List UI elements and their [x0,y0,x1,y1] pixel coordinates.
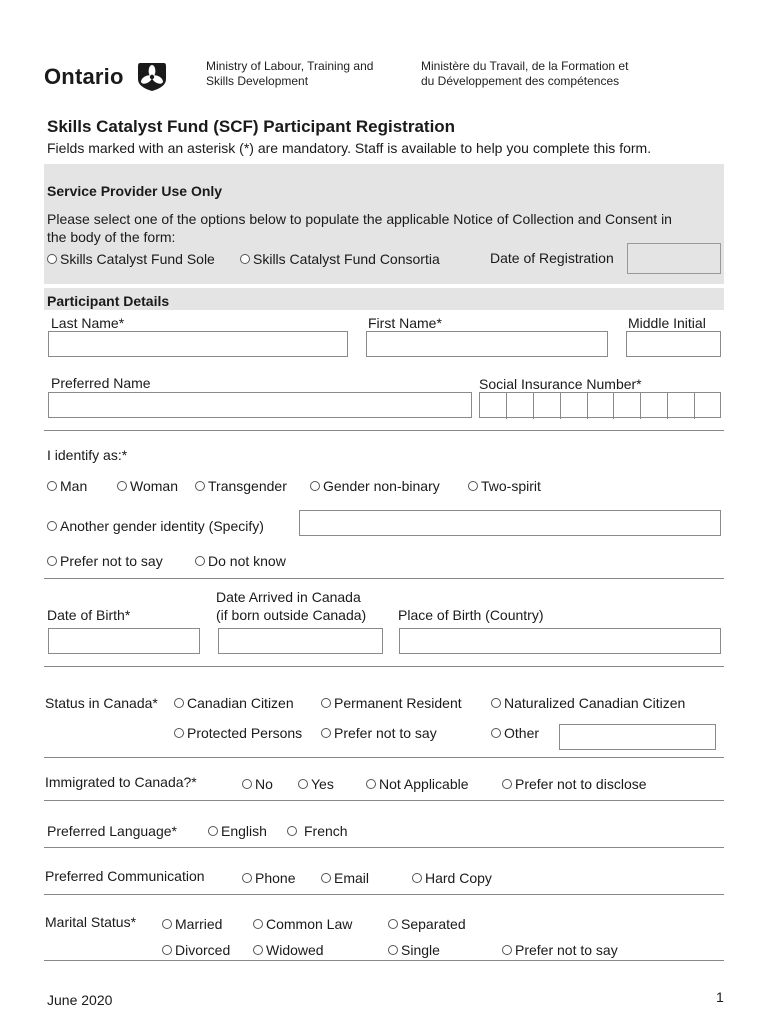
radio-circle-icon [47,254,57,264]
divider [44,578,724,579]
radio-immigrated-na-label: Not Applicable [379,776,469,792]
radio-marital-prefer-not-label: Prefer not to say [515,942,618,958]
ontario-logo-text: Ontario [44,64,124,89]
radio-circle-icon [253,945,263,955]
form-title: Skills Catalyst Fund (SCF) Participant Registration [47,117,456,136]
form-subtitle: Fields marked with an asterisk (*) are mandatory. Staff is available to help you complete this form. [47,140,652,156]
radio-circle-icon [321,873,331,883]
radio-marital-prefer-not[interactable] [502,942,618,958]
radio-scf-sole-label: Skills Catalyst Fund Sole [60,251,215,267]
radio-circle-icon [388,919,398,929]
radio-gender-two-spirit-label: Two-spirit [481,478,541,494]
first-name-label: First Name* [368,315,442,331]
date-of-registration-field[interactable] [627,243,721,274]
radio-scf-consortia-label: Skills Catalyst Fund Consortia [253,251,440,267]
radio-gender-prefer-not-label: Prefer not to say [60,553,163,569]
radio-circle-icon [174,728,184,738]
sin-digit-box [507,393,534,419]
service-provider-instructions-1: Please select one of the options below to populate the applicable Notice of Collection and Consent in [47,211,672,227]
radio-marital-single[interactable] [388,942,440,958]
radio-circle-icon [287,826,297,836]
divider [44,960,724,961]
radio-gender-non-binary-label: Gender non-binary [323,478,440,494]
radio-status-protected[interactable] [174,725,302,741]
divider [44,666,724,667]
radio-scf-consortia[interactable] [240,251,440,267]
radio-circle-icon [321,698,331,708]
radio-gender-transgender-label: Transgender [208,478,287,494]
radio-gender-do-not-know-label: Do not know [208,553,286,569]
sin-digit-box [668,393,695,419]
status-other-input[interactable] [559,724,716,750]
radio-circle-icon [388,945,398,955]
radio-gender-prefer-not[interactable] [47,553,163,569]
date-of-birth-input[interactable] [48,628,200,654]
radio-language-english[interactable] [208,823,267,839]
sin-digit-box [480,393,507,419]
radio-circle-icon [468,481,478,491]
marital-label: Marital Status* [45,914,137,930]
radio-circle-icon [298,779,308,789]
radio-marital-married[interactable] [162,916,222,932]
gender-label: I identify as:* [47,447,128,463]
radio-status-protected-label: Protected Persons [187,725,303,741]
communication-label: Preferred Communication [45,868,205,884]
divider [44,430,724,431]
sin-digit-box [641,393,668,419]
radio-circle-icon [502,779,512,789]
radio-circle-icon [47,556,57,566]
radio-circle-icon [253,919,263,929]
radio-gender-man-label: Man [60,478,88,494]
radio-immigrated-no[interactable] [242,776,273,792]
radio-circle-icon [240,254,250,264]
divider [44,757,724,758]
radio-circle-icon [412,873,422,883]
radio-circle-icon [310,481,320,491]
footer-date: June 2020 [47,992,113,1008]
middle-initial-label: Middle Initial [628,315,706,331]
radio-status-other-label: Other [504,725,540,741]
radio-circle-icon [47,481,57,491]
radio-gender-man[interactable] [47,478,87,494]
radio-communication-hard-copy-label: Hard Copy [425,870,492,886]
radio-gender-do-not-know[interactable] [195,553,286,569]
radio-immigrated-yes-label: Yes [311,776,334,792]
radio-circle-icon [195,556,205,566]
ministry-name-french [421,59,628,89]
radio-gender-woman[interactable] [117,478,178,494]
radio-status-permanent-label: Permanent Resident [334,695,462,711]
radio-gender-non-binary[interactable] [310,478,440,494]
gender-specify-input[interactable] [299,510,721,536]
radio-status-citizen[interactable] [174,695,294,711]
ministry-name-english [206,59,373,89]
radio-status-permanent[interactable] [321,695,462,711]
preferred-name-label: Preferred Name [51,375,151,391]
radio-circle-icon [321,728,331,738]
radio-gender-two-spirit[interactable] [468,478,541,494]
radio-marital-married-label: Married [175,916,223,932]
radio-circle-icon [366,779,376,789]
radio-circle-icon [491,728,501,738]
middle-initial-input[interactable] [626,331,721,357]
radio-communication-email-label: Email [334,870,370,886]
radio-circle-icon [491,698,501,708]
radio-marital-separated[interactable] [388,916,466,932]
immigrated-label: Immigrated to Canada?* [45,774,197,790]
radio-status-prefer-not[interactable] [321,725,437,741]
place-of-birth-label: Place of Birth (Country) [398,607,544,623]
ministry-fr-line1: Ministère du Travail, de la Formation et [421,59,629,73]
radio-communication-phone-label: Phone [255,870,296,886]
radio-immigrated-prefer-not[interactable] [502,776,647,792]
radio-circle-icon [162,945,172,955]
radio-marital-common-law-label: Common Law [266,916,353,932]
language-label: Preferred Language* [47,823,177,839]
service-provider-heading: Service Provider Use Only [47,183,223,199]
date-arrived-label-1: Date Arrived in Canada [216,589,361,605]
radio-immigrated-na[interactable] [366,776,469,792]
radio-gender-transgender[interactable] [195,478,287,494]
radio-status-citizen-label: Canadian Citizen [187,695,294,711]
radio-immigrated-no-label: No [255,776,273,792]
radio-circle-icon [47,521,57,531]
radio-marital-widowed-label: Widowed [266,942,324,958]
radio-circle-icon [502,945,512,955]
radio-gender-another-label: Another gender identity (Specify) [60,518,264,534]
divider [44,800,724,801]
radio-marital-separated-label: Separated [401,916,466,932]
service-provider-instructions-2: the body of the form: [47,229,176,245]
date-of-birth-label: Date of Birth* [47,607,131,623]
radio-marital-single-label: Single [401,942,440,958]
radio-language-english-label: English [221,823,267,839]
first-name-input[interactable] [366,331,608,357]
radio-language-french[interactable] [287,823,348,839]
radio-marital-divorced-label: Divorced [175,942,231,958]
radio-scf-sole[interactable] [47,251,215,267]
radio-circle-icon [195,481,205,491]
radio-status-prefer-not-label: Prefer not to say [334,725,437,741]
divider [44,894,724,895]
radio-status-other[interactable] [491,725,539,741]
divider [44,847,724,848]
participant-details-heading: Participant Details [47,293,170,309]
preferred-name-input[interactable] [48,392,472,418]
trillium-logo-icon [136,60,168,97]
sin-digit-box [561,393,588,419]
radio-marital-common-law[interactable] [253,916,352,932]
sin-digit-box [534,393,561,419]
ministry-en-line1: Ministry of Labour, Training and [206,59,374,73]
sin-input[interactable] [479,392,721,418]
ministry-en-line2: Skills Development [206,74,309,88]
radio-communication-phone[interactable] [242,870,295,886]
sin-digit-box [614,393,641,419]
radio-circle-icon [242,873,252,883]
ministry-fr-line2: du Développement des compétences [421,74,620,88]
sin-label: Social Insurance Number* [479,376,642,392]
sin-digit-box [588,393,614,419]
radio-marital-divorced[interactable] [162,942,230,958]
radio-gender-woman-label: Woman [130,478,178,494]
radio-status-naturalized-label: Naturalized Canadian Citizen [504,695,686,711]
date-of-registration-label: Date of Registration [490,250,614,266]
radio-communication-email[interactable] [321,870,369,886]
radio-circle-icon [174,698,184,708]
radio-communication-hard-copy[interactable] [412,870,492,886]
last-name-input[interactable] [48,331,348,357]
radio-immigrated-prefer-not-label: Prefer not to disclose [515,776,647,792]
place-of-birth-input[interactable] [399,628,721,654]
date-arrived-label-2: (if born outside Canada) [216,607,367,623]
page-number: 1 [716,989,724,1005]
radio-gender-another[interactable] [47,518,264,534]
radio-circle-icon [242,779,252,789]
status-label: Status in Canada* [45,695,158,711]
radio-status-naturalized[interactable] [491,695,685,711]
last-name-label: Last Name* [51,315,125,331]
radio-immigrated-yes[interactable] [298,776,334,792]
radio-circle-icon [117,481,127,491]
date-arrived-input[interactable] [218,628,383,654]
radio-circle-icon [162,919,172,929]
radio-language-french-label: French [304,823,348,839]
radio-circle-icon [208,826,218,836]
radio-marital-widowed[interactable] [253,942,324,958]
